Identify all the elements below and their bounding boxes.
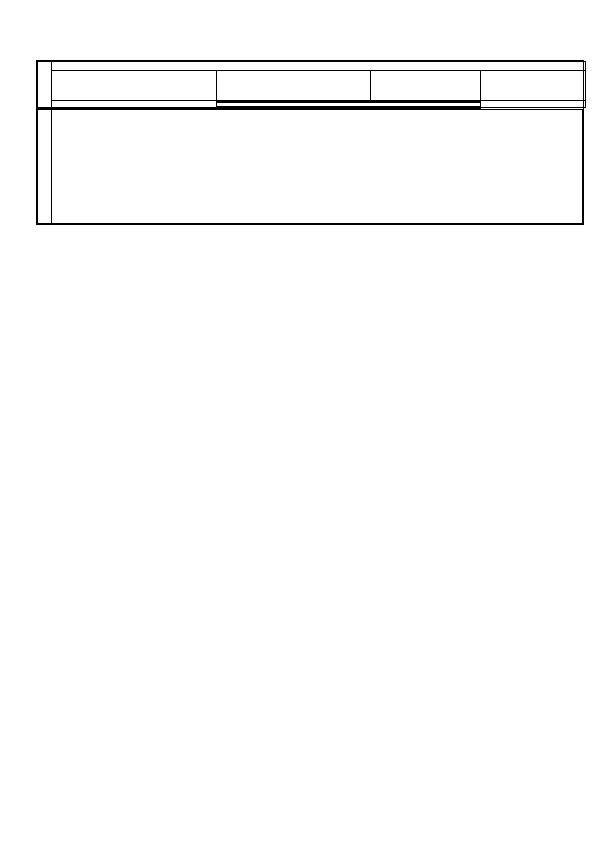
col-spezifikation [481, 71, 586, 101]
section7-table [37, 61, 586, 109]
merkmal-waermedurchlass [52, 101, 217, 108]
col-merkmale [52, 71, 217, 101]
place-line [54, 143, 580, 161]
name-line [54, 123, 580, 137]
spezifikation-value [481, 101, 586, 108]
section8-table [37, 109, 583, 224]
col-leistung [371, 71, 481, 101]
col-eigenschaft [217, 71, 371, 101]
section7-title [52, 62, 586, 71]
section8-number [38, 110, 52, 224]
interpolation-note [217, 103, 480, 107]
section-number [38, 62, 52, 108]
section8-body [52, 110, 583, 224]
declaration-table [36, 60, 584, 225]
